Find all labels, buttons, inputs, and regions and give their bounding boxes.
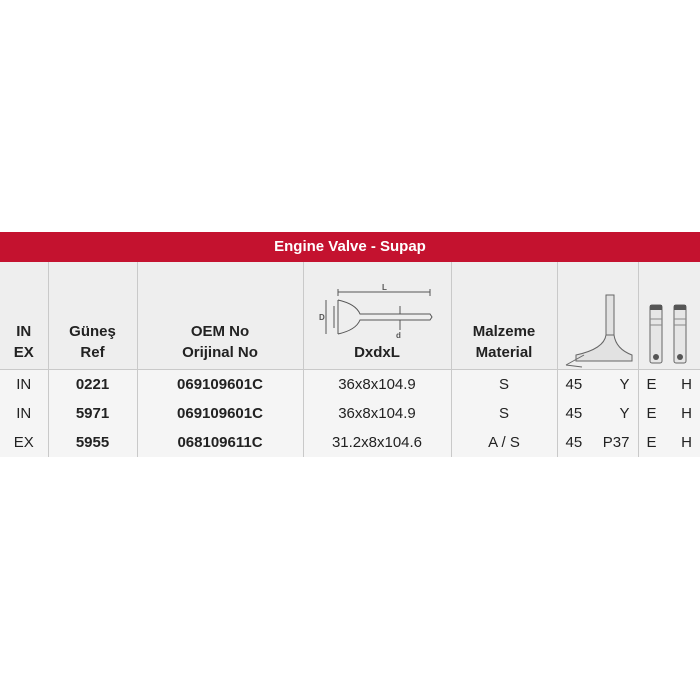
cell-e: E bbox=[646, 434, 657, 451]
cell-ref: 5955 bbox=[48, 428, 137, 457]
header-ends bbox=[638, 262, 700, 370]
table-row bbox=[0, 399, 700, 428]
cell-ends bbox=[638, 370, 700, 400]
cell-h: H bbox=[681, 405, 692, 422]
valve-seat-icon bbox=[562, 289, 634, 369]
cell-oem: 068109611C bbox=[137, 428, 303, 457]
header-material-line1: Malzeme bbox=[472, 323, 536, 340]
cell-ends bbox=[638, 428, 700, 457]
valve-spec-panel bbox=[0, 232, 700, 457]
cell-dim: 36x8x104.9 bbox=[303, 399, 451, 428]
cell-material: S bbox=[451, 370, 557, 400]
valve-dimension-diagram bbox=[312, 284, 442, 342]
cell-h: H bbox=[681, 376, 692, 393]
cell-type: IN bbox=[0, 370, 48, 400]
cell-e: E bbox=[646, 405, 657, 422]
table-title: Engine Valve - Supap bbox=[0, 232, 700, 262]
header-material-line2: Material bbox=[475, 344, 533, 361]
header-ref-line2: Ref bbox=[80, 344, 105, 361]
valve-stem-end-icons bbox=[644, 299, 694, 369]
diagram-label-d: d bbox=[396, 331, 401, 340]
diagram-label-D: D bbox=[319, 313, 325, 322]
cell-ref: 0221 bbox=[48, 370, 137, 400]
cell-h: H bbox=[681, 434, 692, 451]
cell-angle: 45 bbox=[565, 376, 583, 393]
diagram-label-L: L bbox=[382, 284, 387, 292]
cell-material: S bbox=[451, 399, 557, 428]
cell-ends bbox=[638, 399, 700, 428]
header-material bbox=[451, 262, 557, 370]
cell-seat: Y bbox=[619, 376, 630, 393]
cell-seat: Y bbox=[619, 405, 630, 422]
table-row bbox=[0, 428, 700, 457]
cell-type: EX bbox=[0, 428, 48, 457]
header-oem-line1: OEM No bbox=[190, 323, 250, 340]
cell-angle-seat bbox=[557, 399, 638, 428]
cell-dim: 31.2x8x104.6 bbox=[303, 428, 451, 457]
cell-dim: 36x8x104.9 bbox=[303, 370, 451, 400]
header-seat-angle bbox=[557, 262, 638, 370]
header-dim-label: DxdxL bbox=[354, 344, 400, 361]
header-inex-line2: EX bbox=[13, 344, 34, 361]
cell-oem: 069109601C bbox=[137, 370, 303, 400]
cell-e: E bbox=[646, 376, 657, 393]
header-ref bbox=[48, 262, 137, 370]
cell-type: IN bbox=[0, 399, 48, 428]
header-oem bbox=[137, 262, 303, 370]
header-dimensions bbox=[303, 262, 451, 370]
cell-ref: 5971 bbox=[48, 399, 137, 428]
header-ref-line1: Güneş bbox=[69, 323, 116, 340]
header-inex bbox=[0, 262, 48, 370]
header-inex-line1: IN bbox=[16, 323, 32, 340]
table-row bbox=[0, 370, 700, 400]
header-row bbox=[0, 262, 700, 370]
cell-material: A / S bbox=[451, 428, 557, 457]
cell-angle-seat bbox=[557, 370, 638, 400]
cell-angle-seat bbox=[557, 428, 638, 457]
cell-angle: 45 bbox=[565, 405, 583, 422]
header-oem-line2: Orijinal No bbox=[182, 344, 258, 361]
cell-seat: P37 bbox=[602, 434, 630, 451]
valve-spec-table bbox=[0, 262, 700, 457]
cell-angle: 45 bbox=[565, 434, 583, 451]
cell-oem: 069109601C bbox=[137, 399, 303, 428]
